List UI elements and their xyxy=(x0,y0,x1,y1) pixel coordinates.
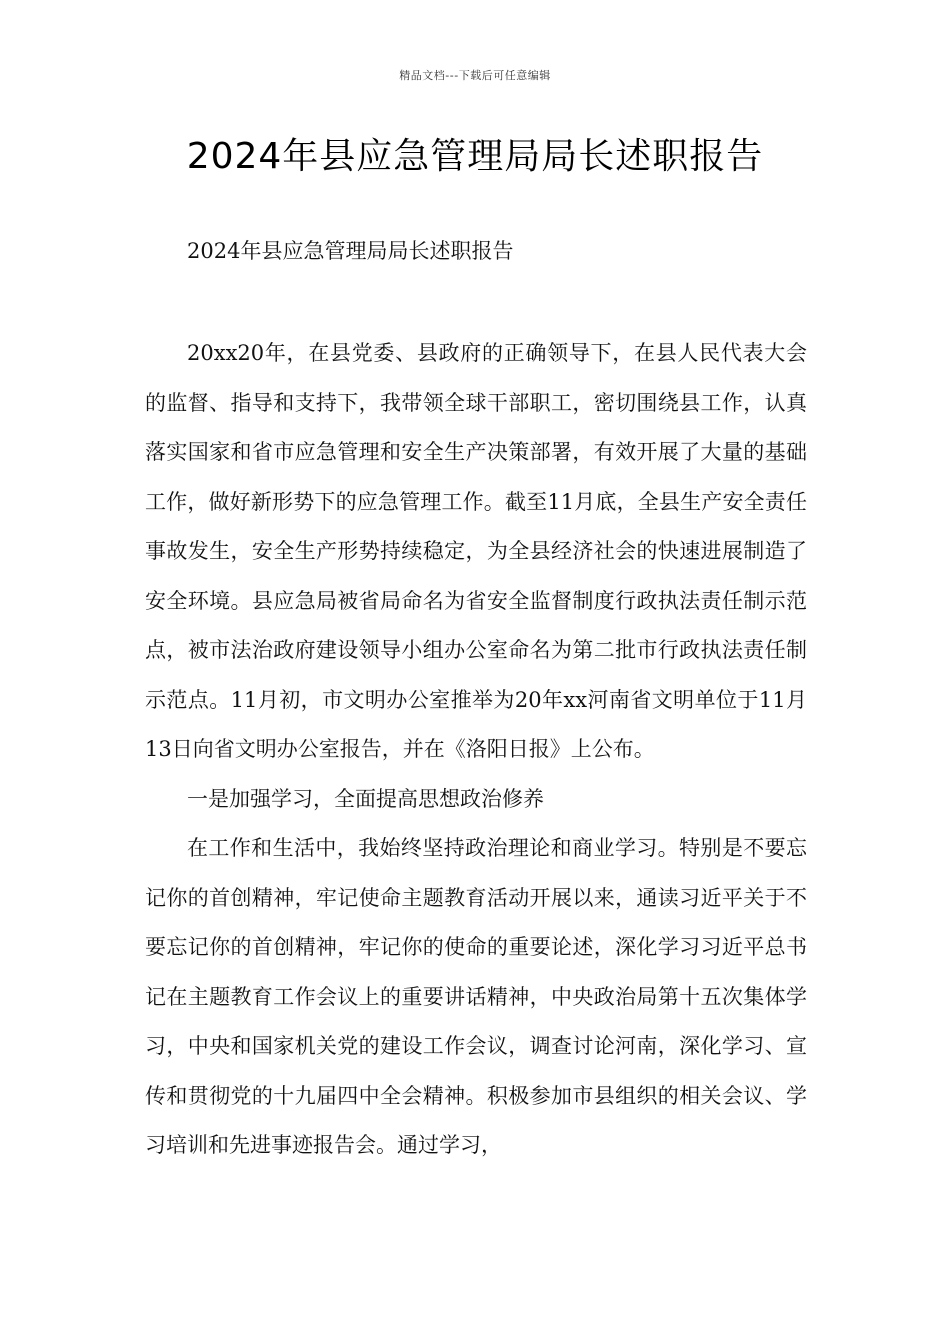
paragraph-study: 在工作和生活中，我始终坚持政治理论和商业学习。特别是不要忘记你的首创精神，牢记使命主题教育活动开展以来，通读习近平关于不要忘记你的首创精神，牢记你的使命的重要论述，深化学习习近平总书记在主题教育工作会议上的重要讲话精神，中央政治局第十五次集体学习，中央和国家机关党的建设工作会议，调查讨论河南，深化学习、宣传和贯彻党的十九届四中全会精神。积极参加市县组织的相关会议、学习培训和先进事迹报告会。通过学习， xyxy=(145,836,807,1157)
document-title: 2024年县应急管理局局长述职报告 xyxy=(186,136,764,177)
paragraph-intro: 20xx20年，在县党委、县政府的正确领导下，在县人民代表大会的监督、指导和支持下，我带领全球干部职工，密切围绕县工作，认真落实国家和省市应急管理和安全生产决策部署，有效开展了大量的基础工作，做好新形势下的应急管理工作。截至11月底，全县生产安全责任事故发生，安全生产形势持续稳定，为全县经济社会的快速进展制造了安全环境。县应急局被省局命名为省安全监督制度行政执法责任制示范点，被市法治政府建设领导小组办公室命名为第二批市行政执法责任制示范点。11月初，市文明办公室推举为20年xx河南省文明单位于11月13日向省文明办公室报告，并在《洛阳日报》上公布。 xyxy=(145,341,807,761)
section-heading-study: 一是加强学习，全面提高思想政治修养 xyxy=(187,786,544,811)
document-body xyxy=(145,329,807,1171)
header-note: 精品文档---下载后可任意编辑 xyxy=(399,69,551,82)
document-subtitle xyxy=(145,227,807,277)
subtitle-text: 2024年县应急管理局局长述职报告 xyxy=(187,239,514,263)
